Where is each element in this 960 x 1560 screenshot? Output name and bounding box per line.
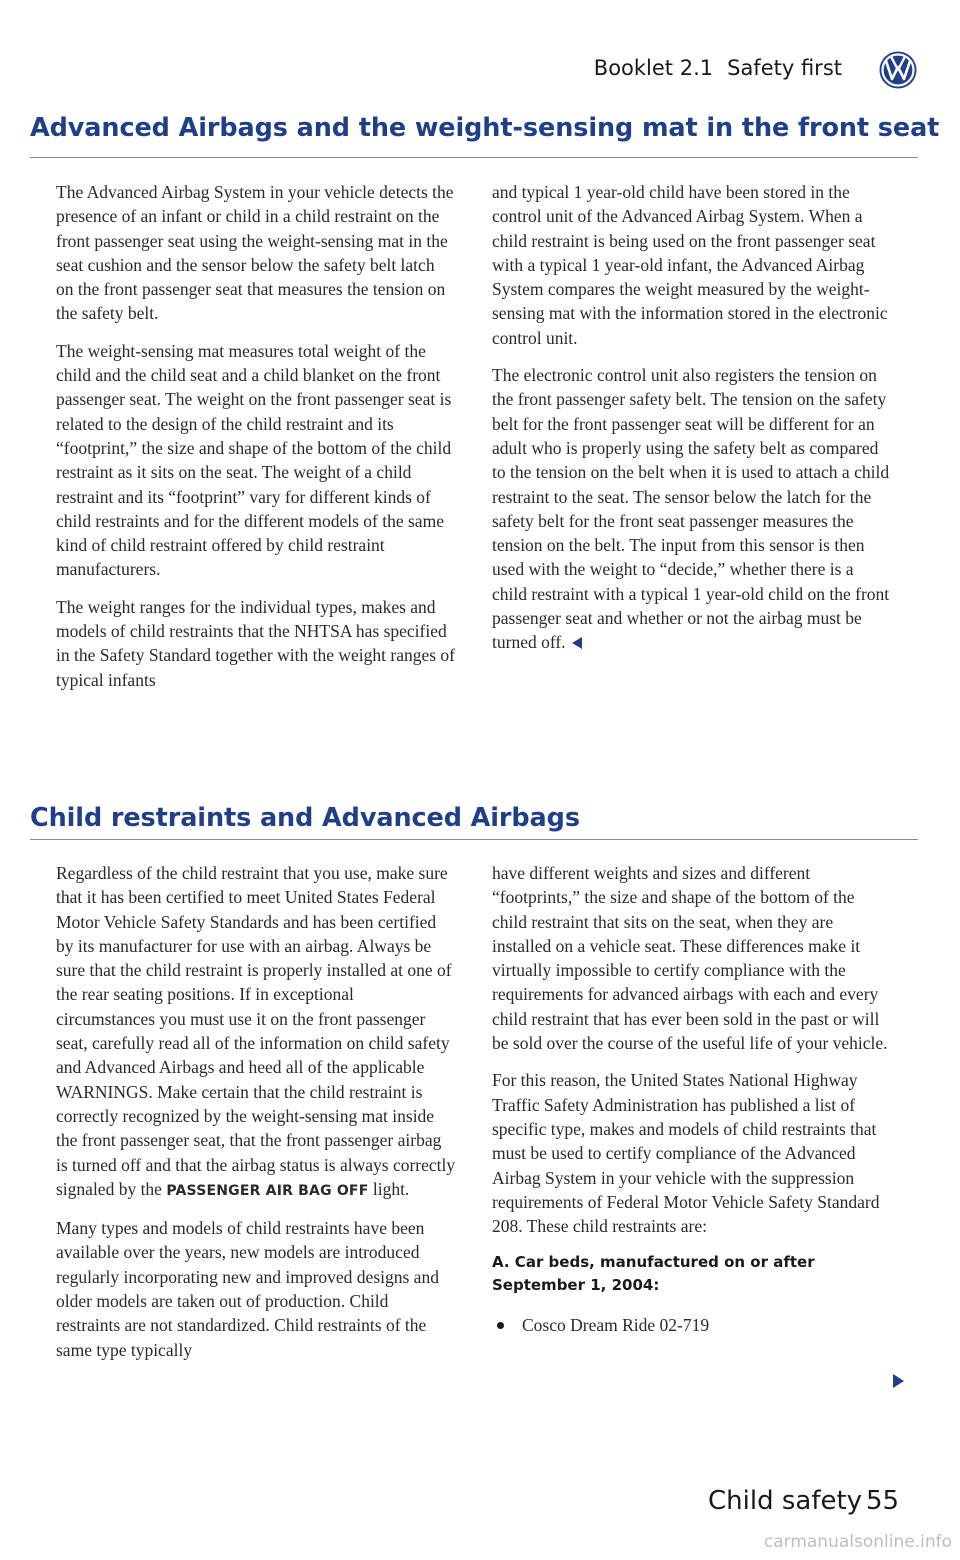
paragraph: For this reason, the United States National Highway Traffic Safety Administration has published a list of specific type, makes and models of child restraints that must be used to certify compliance of the Advanced Airbag System in your vehicle with the suppression requirements of Federal Motor Vehicle Safety Standard 208. These child restraints are: — [492, 1070, 880, 1237]
paragraph: Many types and models of child restraints have been available over the years, new models are introduced regularly incorporating new and improved designs and older models are taken out of production. Child restraints are not standardized. Child restraints of the same type typically — [56, 1218, 439, 1360]
vw-logo-icon — [878, 50, 918, 90]
paragraph: and typical 1 year-old child have been stored in the control unit of the Advanced Airbag System. When a child restraint is being used on the front passenger seat with a typical 1 year-old infant, the Advanced Airbag System compares the weight measured by the weight-sensing mat with the information stored in the electronic control unit. — [492, 182, 888, 348]
page-header — [0, 50, 960, 90]
section1-right-column — [492, 180, 892, 668]
paragraph: The Advanced Airbag System in your vehicle detects the presence of an infant or child in a child restraint on the front passenger seat using the weight-sensing mat in the seat cushion and the sensor below the safety belt latch on the front passenger seat that measures the tension on the safety belt. — [56, 182, 454, 324]
list-subheading: A. Car beds, manufactured on or after September 1, 2004: — [492, 1253, 815, 1295]
section-divider — [30, 839, 918, 840]
paragraph: have different weights and sizes and different “footprints,” the size and shape of the bottom of the child restraint that sits on the seat, when they are installed on a vehicle seat. These differences make it virtually impossible to certify compliance with the requirements for advanced airbags with each and every child restraint that has ever been sold in the past or will be sold over the course of the useful life of your vehicle. — [492, 863, 888, 1054]
section2-left-column — [56, 861, 456, 1375]
passenger-air-bag-off-label: PASSENGER AIR BAG OFF — [166, 1182, 369, 1199]
booklet-label: Booklet 2.1 — [593, 56, 714, 80]
section-title-advanced-airbags: Advanced Airbags and the weight-sensing mat in the front seat — [30, 113, 940, 143]
booklet-header — [594, 56, 842, 80]
section-divider — [30, 157, 918, 158]
paragraph: The weight ranges for the individual types, makes and models of child restraints that the NHTSA has specified in the Safety Standard together with the weight ranges of typical infants — [56, 596, 455, 690]
continue-arrow-icon — [893, 1374, 904, 1388]
booklet-topic: Safety first — [727, 56, 842, 80]
paragraph — [492, 363, 892, 655]
paragraph — [56, 861, 456, 1203]
watermark: carmanualsonline.info — [763, 1532, 952, 1552]
section-end-icon — [572, 637, 582, 649]
paragraph-text: The electronic control unit also registers the tension on the front passenger safety belt. The tension on the safety belt for the front passenger seat will be different for an adult who is properly using the safety belt as compared to the tension on the belt when it is used to attach a child restraint to the seat. The sensor below the latch for the safety belt for the front seat passenger measures the tension on the belt. The input from this sensor is then used with the weight to “decide,” whether there is a child restraint with a typical 1 year-old child on the front passenger seat and whether or not the airbag must be turned off. — [492, 365, 890, 653]
footer-chapter-title: Child safety — [708, 1486, 863, 1516]
list-item: Cosco Dream Ride 02-719 — [492, 1313, 892, 1337]
paragraph-text: light. — [372, 1178, 410, 1199]
section1-left-column — [56, 180, 456, 705]
paragraph-text: Regardless of the child restraint that you use, make sure that it has been certified to meet United States Federal Motor Vehicle Safety Standards and has been certified by its manufacturer for use with an airbag. Always be sure that the child restraint is properly installed at one of the rear seating positions. If in exceptional circumstances you must use it on the front passenger seat, carefully read all of the information on child safety and Advanced Airbags and heed all of the applicable WARNINGS. Make certain that the child restraint is correctly recognized by the weight-sensing mat inside the front passenger seat, that the front passenger airbag is turned off and that the airbag status is always correctly signaled by the — [56, 863, 456, 1199]
page-number: 55 — [866, 1486, 900, 1516]
section-title-child-restraints: Child restraints and Advanced Airbags — [30, 803, 580, 833]
section2-right-column — [492, 861, 892, 1337]
paragraph: The weight-sensing mat measures total weight of the child and the child seat and a child blanket on the front passenger seat. The weight on the front passenger seat is related to the design of the child restraint and its “footprint,” the size and shape of the bottom of the child restraint as it sits on the seat. The weight of a child restraint and its “footprint” vary for different kinds of child restraints and for the different models of the same kind of child restraint offered by child restraint manufacturers. — [56, 340, 452, 580]
